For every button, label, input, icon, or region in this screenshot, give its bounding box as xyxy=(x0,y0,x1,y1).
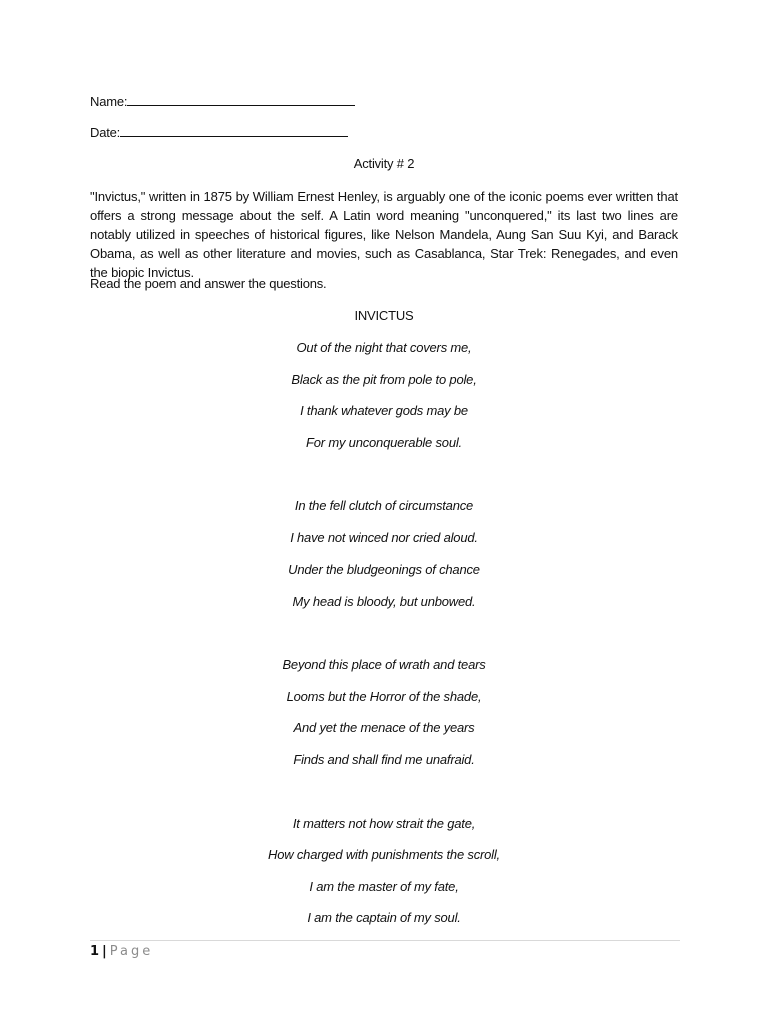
poem-line: My head is bloody, but unbowed. xyxy=(292,594,476,609)
poem-line: It matters not how strait the gate, xyxy=(292,816,476,831)
instruction-text: Read the poem and answer the questions. xyxy=(90,276,327,291)
date-label: Date: xyxy=(90,125,121,140)
page-footer xyxy=(90,944,153,959)
intro-paragraph: "Invictus," written in 1875 by William Ernest Henley, is arguably one of the iconic poems ever written that offers a strong message about the self. A Latin word meaning "unconquered," its last two lines are notably utilized in speeches of historical figures, like Nelson Mandela, Aung San Suu Kyi, and Barack Obama, as well as other literature and movies, such as Casablanca, Star Trek: Renegades, and even the biopic Invictus. xyxy=(90,189,678,280)
poem-line: Under the bludgeonings of chance xyxy=(288,562,480,577)
date-blank-line[interactable] xyxy=(120,125,348,137)
poem-line: I am the master of my fate, xyxy=(309,879,459,894)
name-blank-line[interactable] xyxy=(127,94,355,106)
poem-title: INVICTUS xyxy=(354,308,414,323)
poem-line: How charged with punishments the scroll, xyxy=(268,847,500,862)
footer-divider xyxy=(90,940,680,941)
poem-line: Black as the pit from pole to pole, xyxy=(291,372,477,387)
poem-line: I thank whatever gods may be xyxy=(300,403,468,418)
page-label: Page xyxy=(109,944,154,959)
poem-line: Beyond this place of wrath and tears xyxy=(282,657,486,672)
name-field[interactable] xyxy=(90,94,355,109)
date-field[interactable] xyxy=(90,125,348,140)
poem-line: I have not winced nor cried aloud. xyxy=(290,530,478,545)
poem-line: I am the captain of my soul. xyxy=(307,910,461,925)
poem-line: In the fell clutch of circumstance xyxy=(294,498,474,513)
poem-line: Out of the night that covers me, xyxy=(296,340,472,355)
poem-line: For my unconquerable soul. xyxy=(306,435,462,450)
name-label: Name: xyxy=(90,94,128,109)
poem-line: Looms but the Horror of the shade, xyxy=(286,689,482,704)
activity-title: Activity # 2 xyxy=(353,156,415,171)
footer-separator: | xyxy=(102,944,107,959)
page-number: 1 xyxy=(90,944,100,959)
poem-line: Finds and shall find me unafraid. xyxy=(293,752,475,767)
poem-line: And yet the menace of the years xyxy=(293,720,475,735)
